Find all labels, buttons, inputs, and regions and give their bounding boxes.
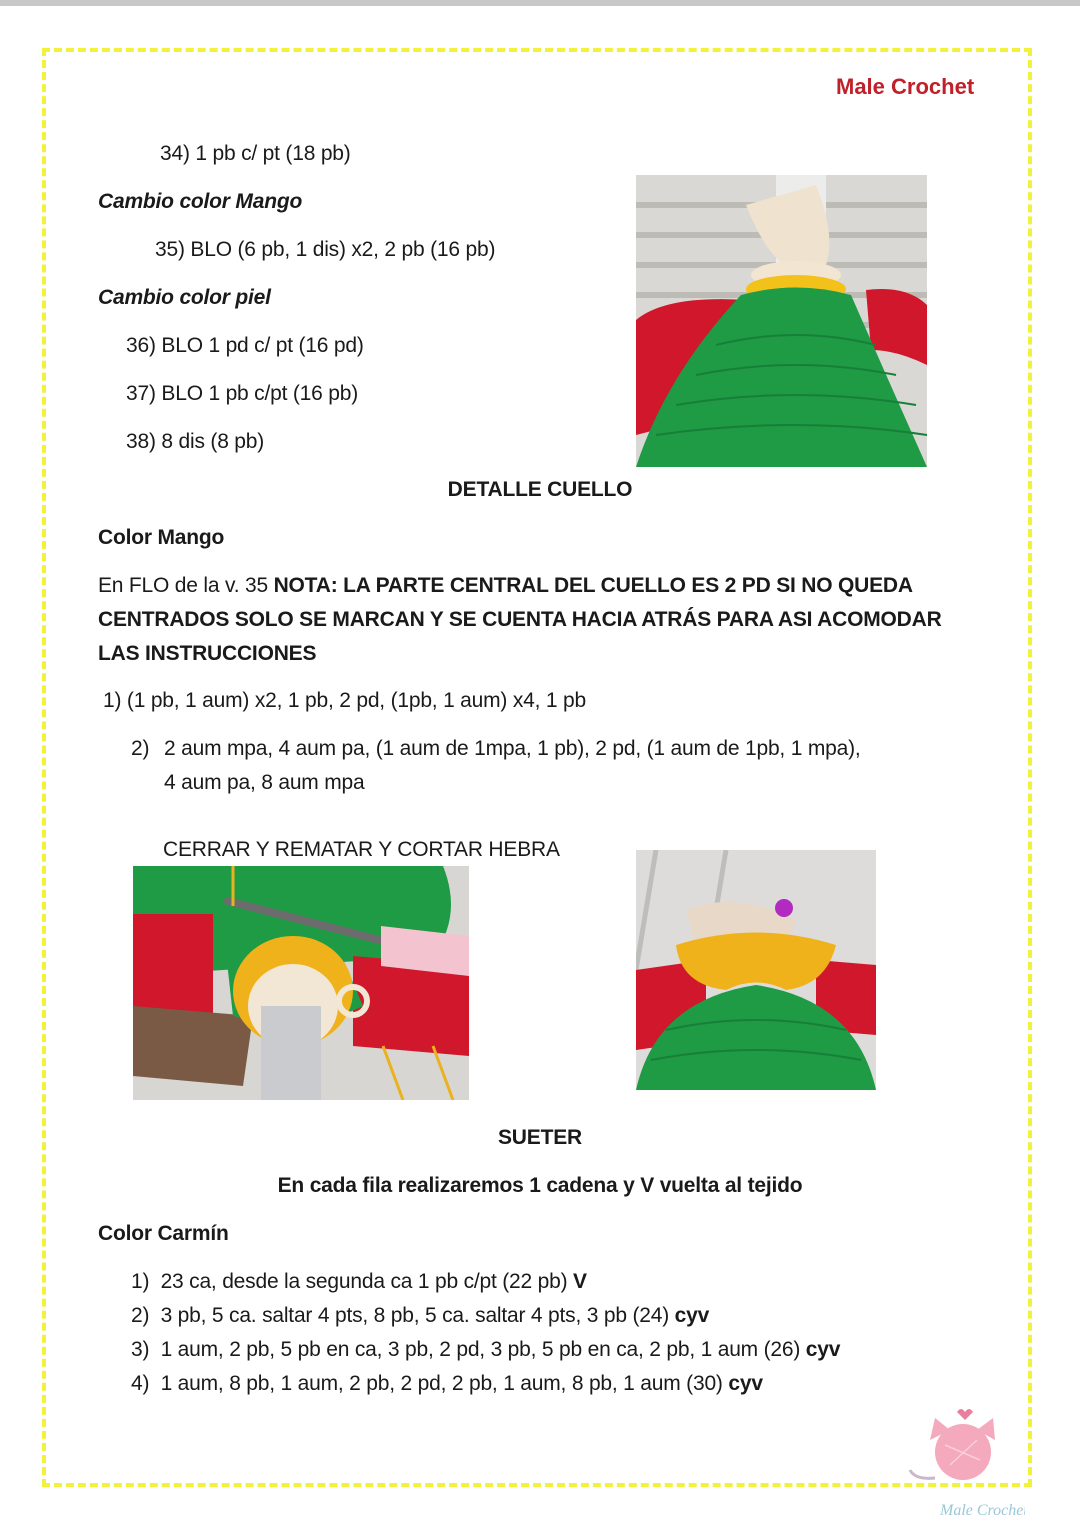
sueter-row-1: 1) 23 ca, desde la segunda ca 1 pb c/pt (22 pb) V <box>131 1270 587 1293</box>
cuello-step-2-num: 2) <box>131 737 150 760</box>
round-34: 34) 1 pb c/ pt (18 pb) <box>160 142 351 165</box>
doll-body-photo <box>636 175 927 467</box>
section-title-sueter: SUETER <box>498 1126 582 1149</box>
finished-collar-photo <box>636 850 876 1090</box>
cuello-note-line2: CENTRADOS SOLO SE MARCAN Y SE CUENTA HACIA ATRÁS PARA ASI ACOMODAR <box>98 608 942 631</box>
closing-instruction: CERRAR Y REMATAR Y CORTAR HEBRA <box>163 838 560 861</box>
sueter-row-2: 2) 3 pb, 5 ca. saltar 4 pts, 8 pb, 5 ca. saltar 4 pts, 3 pb (24) cyv <box>131 1304 710 1327</box>
color-mango-label: Color Mango <box>98 526 225 549</box>
color-change-piel: Cambio color piel <box>98 286 271 309</box>
round-37: 37) BLO 1 pb c/pt (16 pb) <box>126 382 358 405</box>
cuello-note-line3: LAS INSTRUCCIONES <box>98 642 317 665</box>
sueter-row-4: 4) 1 aum, 8 pb, 1 aum, 2 pb, 2 pd, 2 pb, 1 aum, 8 pb, 1 aum (30) cyv <box>131 1372 763 1395</box>
cuello-step-1: 1) (1 pb, 1 aum) x2, 1 pb, 2 pd, (1pb, 1 aum) x4, 1 pb <box>103 689 586 712</box>
cuello-step-2-line1: 2 aum mpa, 4 aum pa, (1 aum de 1mpa, 1 pb), 2 pd, (1 aum de 1pb, 1 mpa), <box>164 737 861 760</box>
cuello-note-line1: En FLO de la v. 35 NOTA: LA PARTE CENTRAL DEL CUELLO ES 2 PD SI NO QUEDA <box>98 574 913 597</box>
section-title-detalle-cuello: DETALLE CUELLO <box>447 478 633 501</box>
crochet-hook-photo <box>133 866 469 1100</box>
brand-title: Male Crochet <box>836 74 975 99</box>
sueter-row-3: 3) 1 aum, 2 pb, 5 pb en ca, 3 pb, 2 pd, 3 pb, 5 pb en ca, 2 pb, 1 aum (26) cyv <box>131 1338 841 1361</box>
sueter-subtitle: En cada fila realizaremos 1 cadena y V vuelta al tejido <box>277 1174 803 1197</box>
round-35: 35) BLO (6 pb, 1 dis) x2, 2 pb (16 pb) <box>155 238 496 261</box>
round-38: 38) 8 dis (8 pb) <box>126 430 265 453</box>
color-carmin-label: Color Carmín <box>98 1222 229 1245</box>
cuello-step-2-line2: 4 aum pa, 8 aum mpa <box>164 771 365 794</box>
top-bar <box>0 0 1080 6</box>
round-36: 36) BLO 1 pd c/ pt (16 pd) <box>126 334 364 357</box>
color-change-mango: Cambio color Mango <box>98 190 303 213</box>
cat-yarn-ball-icon <box>905 1400 1025 1525</box>
svg-text:Male Crochet: Male Crochet <box>940 1502 1025 1519</box>
